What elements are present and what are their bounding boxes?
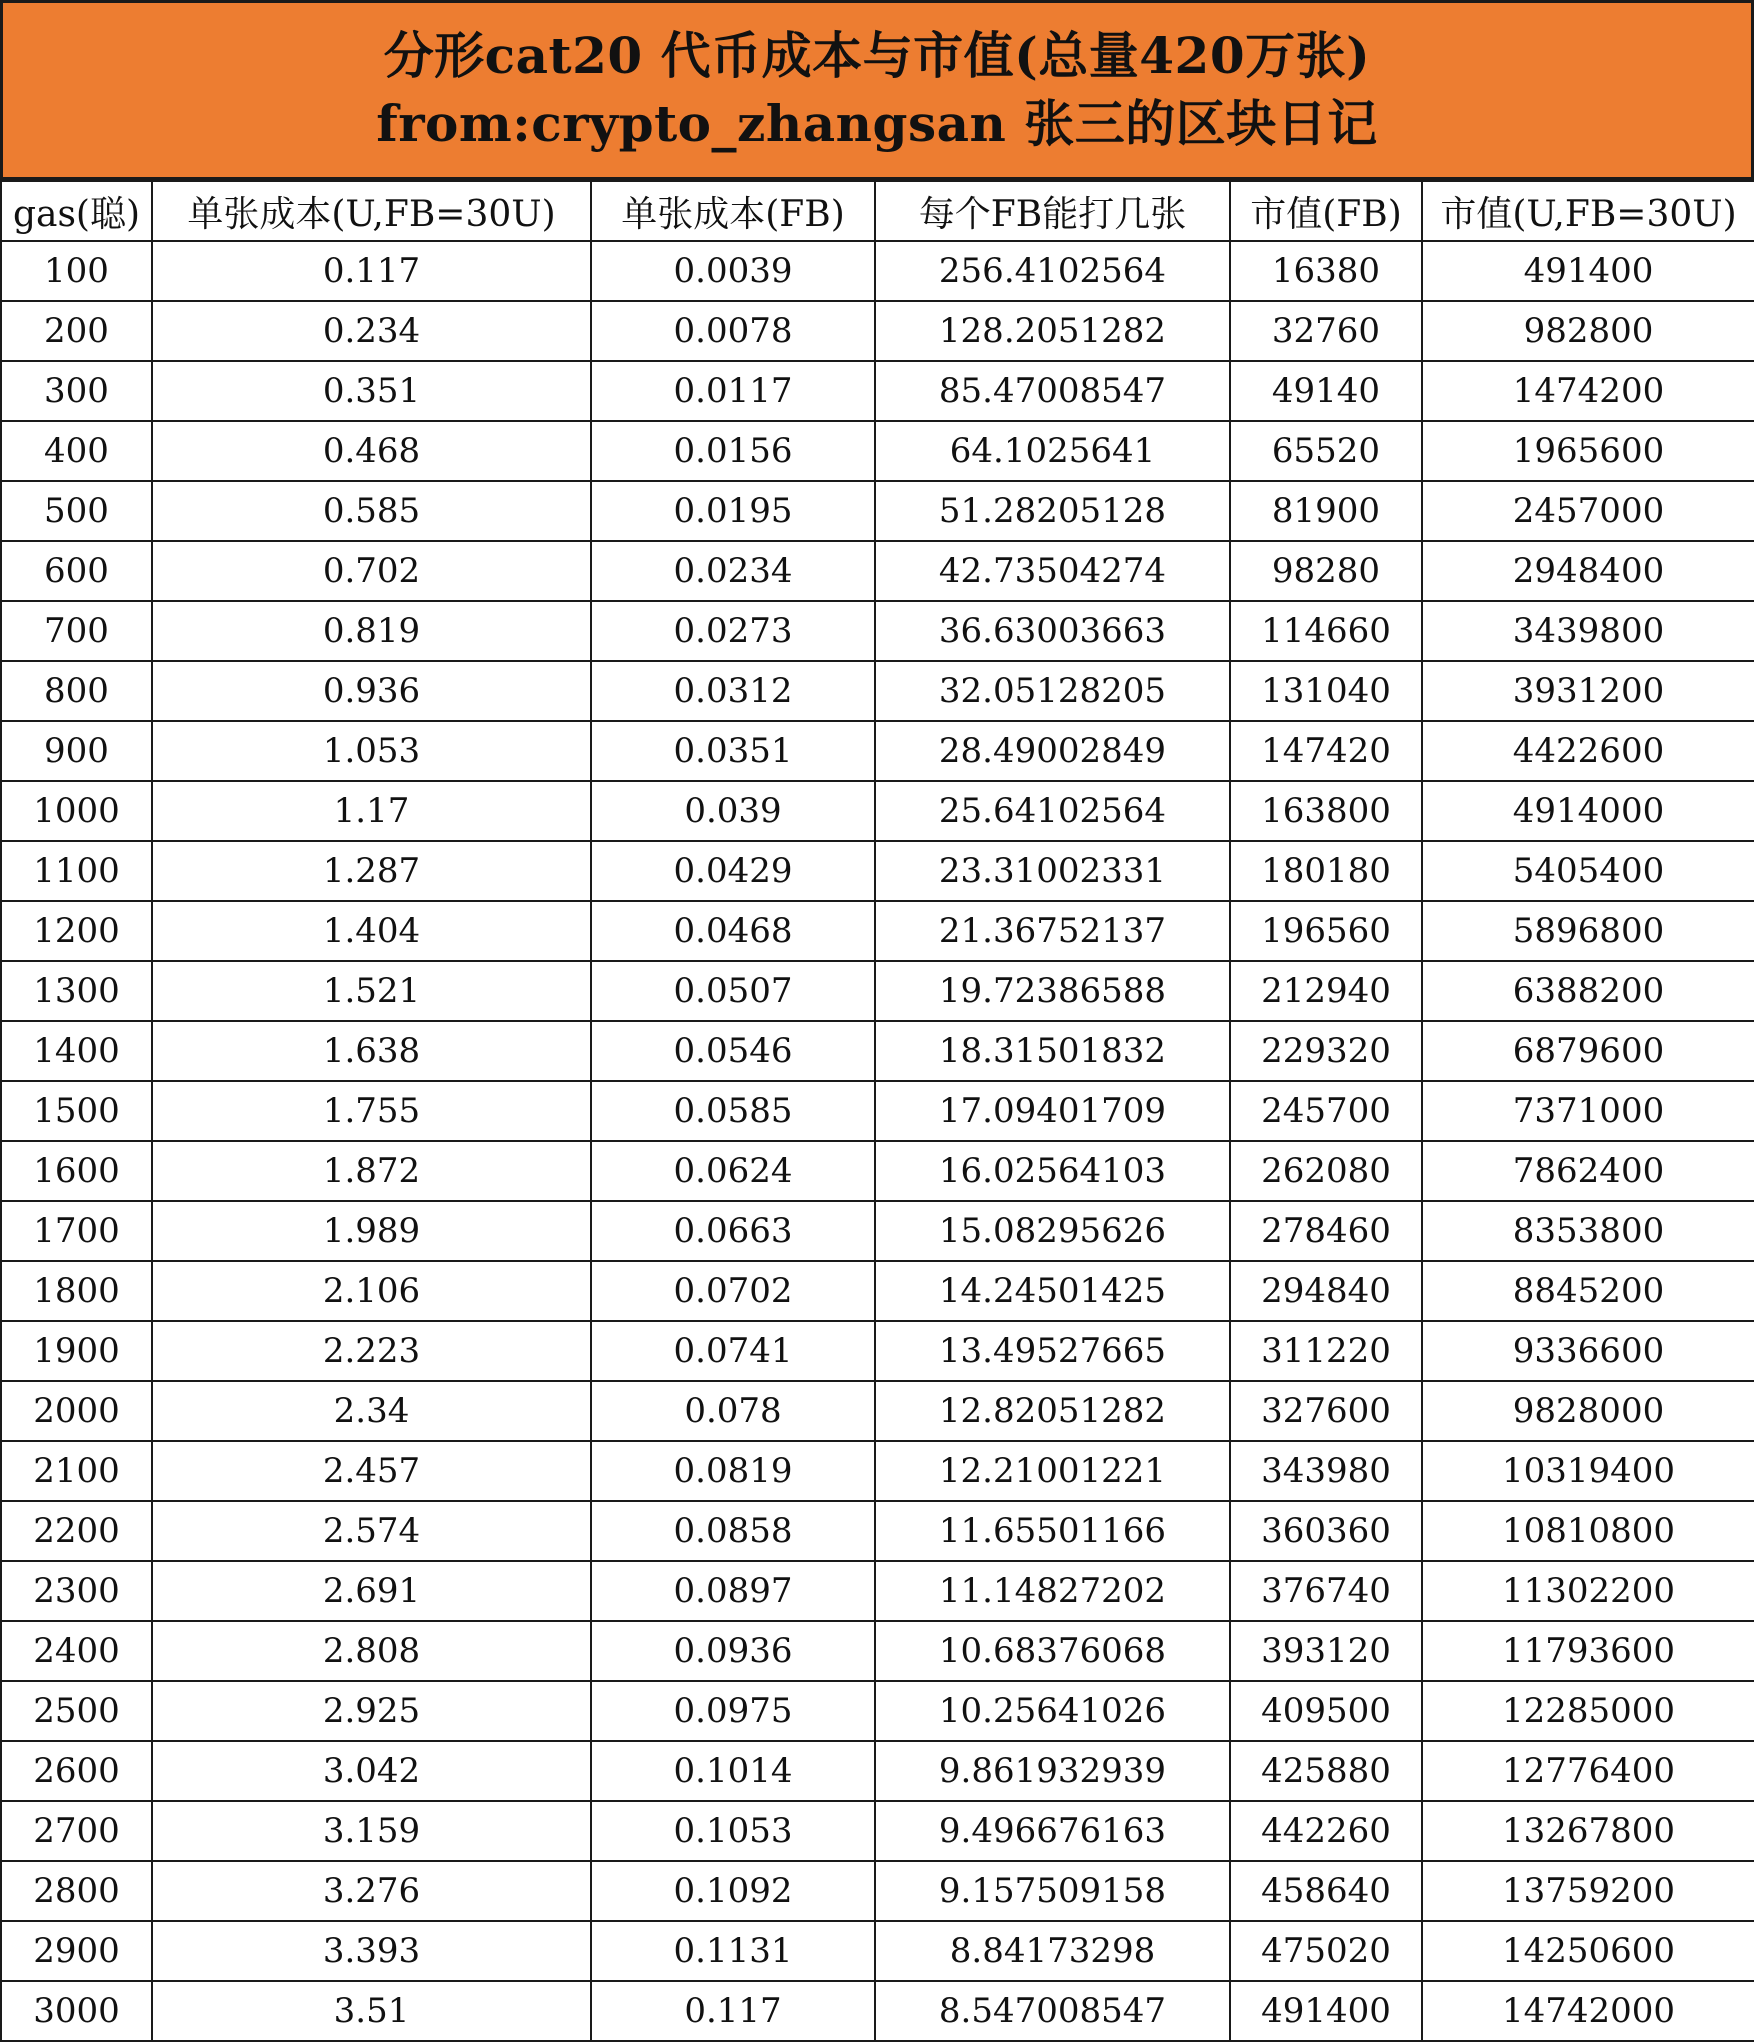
cell-unit-cost-fb: 0.1053: [591, 1801, 875, 1861]
cell-market-cap-usd: 6388200: [1422, 961, 1754, 1021]
cell-mints-per-fb: 42.73504274: [875, 541, 1230, 601]
cell-gas: 700: [1, 601, 152, 661]
cell-unit-cost-fb: 0.0858: [591, 1501, 875, 1561]
table-row: [1, 1081, 1754, 1141]
cell-gas: 2300: [1, 1561, 152, 1621]
cell-unit-cost-usd: 2.925: [152, 1681, 591, 1741]
cell-unit-cost-usd: 1.053: [152, 721, 591, 781]
cell-market-cap-fb: 49140: [1230, 361, 1422, 421]
cell-market-cap-fb: 212940: [1230, 961, 1422, 1021]
cell-unit-cost-fb: 0.0156: [591, 421, 875, 481]
table-row: [1, 361, 1754, 421]
cell-unit-cost-fb: 0.0429: [591, 841, 875, 901]
cell-market-cap-fb: 425880: [1230, 1741, 1422, 1801]
table-row: [1, 1321, 1754, 1381]
cell-gas: 1200: [1, 901, 152, 961]
cell-market-cap-fb: 442260: [1230, 1801, 1422, 1861]
cell-unit-cost-fb: 0.0702: [591, 1261, 875, 1321]
table-row: [1, 1621, 1754, 1681]
cell-market-cap-usd: 491400: [1422, 241, 1754, 301]
table-row: [1, 241, 1754, 301]
cell-market-cap-usd: 4422600: [1422, 721, 1754, 781]
cell-market-cap-fb: 163800: [1230, 781, 1422, 841]
cell-unit-cost-usd: 1.638: [152, 1021, 591, 1081]
table-row: [1, 721, 1754, 781]
cell-unit-cost-fb: 0.0351: [591, 721, 875, 781]
cell-mints-per-fb: 8.547008547: [875, 1981, 1230, 2041]
header-market-cap-fb: 市值(FB): [1230, 181, 1422, 241]
cell-unit-cost-usd: 2.34: [152, 1381, 591, 1441]
cell-unit-cost-fb: 0.0897: [591, 1561, 875, 1621]
cell-market-cap-usd: 11302200: [1422, 1561, 1754, 1621]
cell-market-cap-usd: 13759200: [1422, 1861, 1754, 1921]
cell-gas: 2800: [1, 1861, 152, 1921]
cell-market-cap-usd: 13267800: [1422, 1801, 1754, 1861]
cell-mints-per-fb: 9.157509158: [875, 1861, 1230, 1921]
cell-unit-cost-fb: 0.0117: [591, 361, 875, 421]
table-row: [1, 1501, 1754, 1561]
cell-unit-cost-fb: 0.0975: [591, 1681, 875, 1741]
cell-gas: 600: [1, 541, 152, 601]
cell-market-cap-fb: 180180: [1230, 841, 1422, 901]
cell-unit-cost-usd: 3.276: [152, 1861, 591, 1921]
cell-mints-per-fb: 12.21001221: [875, 1441, 1230, 1501]
cell-unit-cost-fb: 0.1131: [591, 1921, 875, 1981]
cell-mints-per-fb: 15.08295626: [875, 1201, 1230, 1261]
cell-market-cap-usd: 11793600: [1422, 1621, 1754, 1681]
cell-mints-per-fb: 25.64102564: [875, 781, 1230, 841]
cell-unit-cost-fb: 0.1092: [591, 1861, 875, 1921]
cell-unit-cost-fb: 0.0078: [591, 301, 875, 361]
header-mints-per-fb: 每个FB能打几张: [875, 181, 1230, 241]
cell-unit-cost-usd: 1.17: [152, 781, 591, 841]
cell-gas: 2700: [1, 1801, 152, 1861]
cell-market-cap-usd: 9336600: [1422, 1321, 1754, 1381]
cell-unit-cost-usd: 3.159: [152, 1801, 591, 1861]
cell-mints-per-fb: 10.25641026: [875, 1681, 1230, 1741]
table-row: [1, 1981, 1754, 2041]
cell-market-cap-fb: 327600: [1230, 1381, 1422, 1441]
cell-unit-cost-usd: 3.51: [152, 1981, 591, 2041]
table-row: [1, 1441, 1754, 1501]
cell-gas: 500: [1, 481, 152, 541]
cell-unit-cost-fb: 0.0039: [591, 241, 875, 301]
table-row: [1, 301, 1754, 361]
cell-unit-cost-usd: 1.872: [152, 1141, 591, 1201]
table-row: [1, 1261, 1754, 1321]
title-line-2: from:crypto_zhangsan 张三的区块日记: [376, 94, 1378, 153]
cell-market-cap-fb: 458640: [1230, 1861, 1422, 1921]
cell-mints-per-fb: 256.4102564: [875, 241, 1230, 301]
cell-gas: 2100: [1, 1441, 152, 1501]
cell-unit-cost-usd: 2.574: [152, 1501, 591, 1561]
table-body: [1, 241, 1754, 2041]
cell-market-cap-fb: 294840: [1230, 1261, 1422, 1321]
cell-mints-per-fb: 51.28205128: [875, 481, 1230, 541]
cell-unit-cost-usd: 1.755: [152, 1081, 591, 1141]
cell-market-cap-fb: 262080: [1230, 1141, 1422, 1201]
cell-market-cap-usd: 6879600: [1422, 1021, 1754, 1081]
cell-unit-cost-fb: 0.0936: [591, 1621, 875, 1681]
cell-mints-per-fb: 10.68376068: [875, 1621, 1230, 1681]
cell-gas: 100: [1, 241, 152, 301]
cell-unit-cost-fb: 0.0312: [591, 661, 875, 721]
cell-unit-cost-usd: 2.223: [152, 1321, 591, 1381]
cell-market-cap-usd: 10810800: [1422, 1501, 1754, 1561]
cell-market-cap-usd: 3931200: [1422, 661, 1754, 721]
cell-unit-cost-fb: 0.0507: [591, 961, 875, 1021]
cell-gas: 800: [1, 661, 152, 721]
cell-market-cap-fb: 475020: [1230, 1921, 1422, 1981]
table-row: [1, 1381, 1754, 1441]
cell-mints-per-fb: 21.36752137: [875, 901, 1230, 961]
table-row: [1, 901, 1754, 961]
cell-unit-cost-usd: 0.117: [152, 241, 591, 301]
cell-market-cap-fb: 114660: [1230, 601, 1422, 661]
cell-unit-cost-fb: 0.0585: [591, 1081, 875, 1141]
cell-unit-cost-usd: 3.393: [152, 1921, 591, 1981]
table-row: [1, 1741, 1754, 1801]
cell-market-cap-usd: 7862400: [1422, 1141, 1754, 1201]
cell-mints-per-fb: 9.496676163: [875, 1801, 1230, 1861]
cell-market-cap-fb: 131040: [1230, 661, 1422, 721]
cell-unit-cost-usd: 0.936: [152, 661, 591, 721]
cell-mints-per-fb: 16.02564103: [875, 1141, 1230, 1201]
cell-unit-cost-fb: 0.0624: [591, 1141, 875, 1201]
cell-gas: 1500: [1, 1081, 152, 1141]
title-banner: [0, 0, 1754, 180]
cell-market-cap-usd: 5405400: [1422, 841, 1754, 901]
cell-unit-cost-fb: 0.0663: [591, 1201, 875, 1261]
cell-gas: 1800: [1, 1261, 152, 1321]
cell-gas: 2600: [1, 1741, 152, 1801]
cell-market-cap-fb: 229320: [1230, 1021, 1422, 1081]
table-row: [1, 1201, 1754, 1261]
header-row: [1, 181, 1754, 241]
cell-unit-cost-fb: 0.039: [591, 781, 875, 841]
cell-mints-per-fb: 13.49527665: [875, 1321, 1230, 1381]
cell-unit-cost-fb: 0.0234: [591, 541, 875, 601]
table-row: [1, 541, 1754, 601]
cell-market-cap-usd: 12776400: [1422, 1741, 1754, 1801]
cell-gas: 1400: [1, 1021, 152, 1081]
cell-gas: 2000: [1, 1381, 152, 1441]
header-market-cap-usd: 市值(U,FB=30U): [1422, 181, 1754, 241]
table-row: [1, 1921, 1754, 1981]
cell-market-cap-usd: 8845200: [1422, 1261, 1754, 1321]
cell-unit-cost-usd: 2.691: [152, 1561, 591, 1621]
cell-unit-cost-fb: 0.1014: [591, 1741, 875, 1801]
header-unit-cost-usd: 单张成本(U,FB=30U): [152, 181, 591, 241]
cell-gas: 1900: [1, 1321, 152, 1381]
cell-gas: 1300: [1, 961, 152, 1021]
cell-market-cap-fb: 81900: [1230, 481, 1422, 541]
cell-market-cap-fb: 196560: [1230, 901, 1422, 961]
cell-unit-cost-fb: 0.0741: [591, 1321, 875, 1381]
cell-mints-per-fb: 11.65501166: [875, 1501, 1230, 1561]
cell-mints-per-fb: 14.24501425: [875, 1261, 1230, 1321]
cell-mints-per-fb: 64.1025641: [875, 421, 1230, 481]
cell-unit-cost-fb: 0.078: [591, 1381, 875, 1441]
cell-market-cap-fb: 393120: [1230, 1621, 1422, 1681]
cell-market-cap-usd: 1965600: [1422, 421, 1754, 481]
cell-market-cap-usd: 2457000: [1422, 481, 1754, 541]
cell-gas: 400: [1, 421, 152, 481]
cell-gas: 2400: [1, 1621, 152, 1681]
cell-unit-cost-fb: 0.117: [591, 1981, 875, 2041]
cell-gas: 900: [1, 721, 152, 781]
cell-market-cap-usd: 10319400: [1422, 1441, 1754, 1501]
cell-unit-cost-fb: 0.0273: [591, 601, 875, 661]
cell-unit-cost-usd: 0.819: [152, 601, 591, 661]
cell-market-cap-fb: 409500: [1230, 1681, 1422, 1741]
title-line-1: 分形cat20 代币成本与市值(总量420万张): [383, 26, 1371, 85]
cell-unit-cost-usd: 0.234: [152, 301, 591, 361]
cell-mints-per-fb: 128.2051282: [875, 301, 1230, 361]
cell-market-cap-fb: 278460: [1230, 1201, 1422, 1261]
cell-market-cap-fb: 32760: [1230, 301, 1422, 361]
cost-market-cap-table: [0, 180, 1754, 2042]
cell-mints-per-fb: 23.31002331: [875, 841, 1230, 901]
cell-gas: 2500: [1, 1681, 152, 1741]
cell-market-cap-fb: 311220: [1230, 1321, 1422, 1381]
cell-mints-per-fb: 18.31501832: [875, 1021, 1230, 1081]
cell-unit-cost-usd: 2.106: [152, 1261, 591, 1321]
cell-market-cap-usd: 4914000: [1422, 781, 1754, 841]
cell-mints-per-fb: 17.09401709: [875, 1081, 1230, 1141]
cell-unit-cost-fb: 0.0468: [591, 901, 875, 961]
cell-unit-cost-usd: 1.989: [152, 1201, 591, 1261]
cell-unit-cost-usd: 1.404: [152, 901, 591, 961]
header-gas: gas(聪): [1, 181, 152, 241]
cell-mints-per-fb: 9.861932939: [875, 1741, 1230, 1801]
table-row: [1, 421, 1754, 481]
cell-gas: 300: [1, 361, 152, 421]
cell-unit-cost-usd: 3.042: [152, 1741, 591, 1801]
cell-market-cap-fb: 245700: [1230, 1081, 1422, 1141]
cell-market-cap-usd: 14742000: [1422, 1981, 1754, 2041]
table-row: [1, 961, 1754, 1021]
table-row: [1, 781, 1754, 841]
table-header: [1, 181, 1754, 241]
header-unit-cost-fb: 单张成本(FB): [591, 181, 875, 241]
cell-market-cap-fb: 376740: [1230, 1561, 1422, 1621]
cell-gas: 1100: [1, 841, 152, 901]
cell-gas: 1600: [1, 1141, 152, 1201]
table-row: [1, 1561, 1754, 1621]
cell-unit-cost-usd: 1.287: [152, 841, 591, 901]
table-row: [1, 481, 1754, 541]
cell-mints-per-fb: 19.72386588: [875, 961, 1230, 1021]
cell-unit-cost-usd: 0.468: [152, 421, 591, 481]
cell-unit-cost-usd: 0.702: [152, 541, 591, 601]
cell-mints-per-fb: 32.05128205: [875, 661, 1230, 721]
cell-mints-per-fb: 12.82051282: [875, 1381, 1230, 1441]
cell-gas: 3000: [1, 1981, 152, 2041]
cell-market-cap-fb: 98280: [1230, 541, 1422, 601]
cell-mints-per-fb: 8.84173298: [875, 1921, 1230, 1981]
cell-mints-per-fb: 36.63003663: [875, 601, 1230, 661]
cell-market-cap-usd: 5896800: [1422, 901, 1754, 961]
cell-unit-cost-fb: 0.0546: [591, 1021, 875, 1081]
cell-market-cap-fb: 16380: [1230, 241, 1422, 301]
cell-market-cap-usd: 1474200: [1422, 361, 1754, 421]
table-row: [1, 1141, 1754, 1201]
cell-gas: 2900: [1, 1921, 152, 1981]
table-row: [1, 1861, 1754, 1921]
cell-market-cap-fb: 343980: [1230, 1441, 1422, 1501]
table-row: [1, 601, 1754, 661]
cell-mints-per-fb: 28.49002849: [875, 721, 1230, 781]
cell-gas: 200: [1, 301, 152, 361]
cell-market-cap-usd: 3439800: [1422, 601, 1754, 661]
table-row: [1, 661, 1754, 721]
cell-unit-cost-fb: 0.0819: [591, 1441, 875, 1501]
cell-market-cap-usd: 8353800: [1422, 1201, 1754, 1261]
cell-unit-cost-usd: 0.351: [152, 361, 591, 421]
cell-unit-cost-usd: 2.457: [152, 1441, 591, 1501]
cell-unit-cost-usd: 1.521: [152, 961, 591, 1021]
table-row: [1, 1681, 1754, 1741]
cell-unit-cost-usd: 2.808: [152, 1621, 591, 1681]
cell-gas: 2200: [1, 1501, 152, 1561]
table-row: [1, 1801, 1754, 1861]
cell-market-cap-fb: 360360: [1230, 1501, 1422, 1561]
cell-unit-cost-fb: 0.0195: [591, 481, 875, 541]
cell-market-cap-usd: 14250600: [1422, 1921, 1754, 1981]
cell-gas: 1700: [1, 1201, 152, 1261]
table-row: [1, 841, 1754, 901]
table-row: [1, 1021, 1754, 1081]
cell-market-cap-usd: 7371000: [1422, 1081, 1754, 1141]
cell-market-cap-fb: 65520: [1230, 421, 1422, 481]
cell-market-cap-usd: 9828000: [1422, 1381, 1754, 1441]
cell-mints-per-fb: 11.14827202: [875, 1561, 1230, 1621]
cell-market-cap-fb: 491400: [1230, 1981, 1422, 2041]
cell-market-cap-usd: 2948400: [1422, 541, 1754, 601]
cell-mints-per-fb: 85.47008547: [875, 361, 1230, 421]
cell-market-cap-usd: 12285000: [1422, 1681, 1754, 1741]
cell-market-cap-fb: 147420: [1230, 721, 1422, 781]
cell-unit-cost-usd: 0.585: [152, 481, 591, 541]
cell-market-cap-usd: 982800: [1422, 301, 1754, 361]
cell-gas: 1000: [1, 781, 152, 841]
